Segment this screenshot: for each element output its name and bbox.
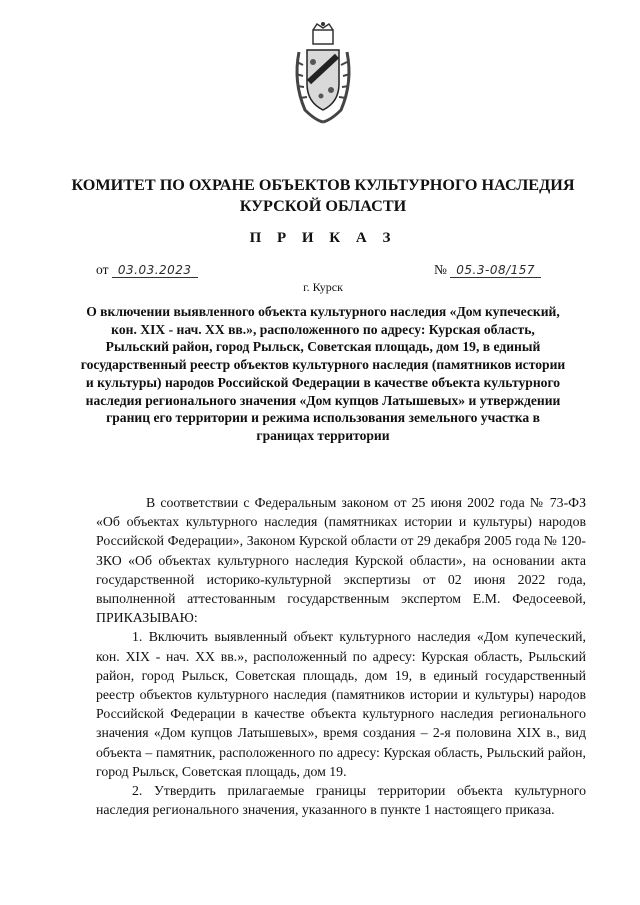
date-value: 03.03.2023 xyxy=(112,263,198,278)
number-prefix: № xyxy=(434,262,447,277)
committee-name-line2: КУРСКОЙ ОБЛАСТИ xyxy=(239,197,407,215)
coat-of-arms-emblem xyxy=(291,22,355,126)
order-number xyxy=(434,262,541,278)
item-1-paragraph: 1. Включить выявленный объект культурного наследия «Дом купеческий, кон. XIX - нач. XX вв.», расположенный по адресу: Курская область, Рыльский район, город Рыльск, Советская площадь, дом 19, в единый государственный реестр объектов культурного наследия (памятников истории и культуры) народов Российской Федерации в качестве объекта культурного наследия регионального значения «Дом купцов Латышевых», время создания – 2-я половина XIX в., вид объекта – памятник, расположенного по адресу: Курская область, Рыльский район, город Рыльск, Советская площадь, дом 19. xyxy=(96,629,586,779)
order-body xyxy=(96,493,586,819)
number-value: 05.3-08/157 xyxy=(450,263,541,278)
preamble-paragraph: В соответствии с Федеральным законом от 25 июня 2002 года № 73-ФЗ «Об объектах культурного наследия (памятниках истории и культуры) народов Российской Федерации», Законом Курской области от 29 декабря 2005 года № 120-ЗКО «Об объектах культурного наследия Курской области», на основании акта государственной историко-культурной экспертизы от 02 июня 2022 года, выполненной аттестованным государственным экспертом Е.М. Федосеевой, ПРИКАЗЫВАЮ: xyxy=(96,495,586,626)
item-2-paragraph: 2. Утвердить прилагаемые границы территории объекта культурного наследия регионального значения, указанного в пункте 1 настоящего приказа. xyxy=(96,783,586,818)
order-subject: О включении выявленного объекта культурного наследия «Дом купеческий, кон. XIX - нач. XX вв.», расположенного по адресу: Курская область, Рыльский район, город Рыльск, Советская площадь, дом 19, в единый государственный реестр объектов культурного наследия (памятников истории и культуры) народов Российской Федерации в качестве объекта культурного наследия регионального значения «Дом купцов Латышевых» и утверждении границ его территории и режима использования земельного участка в границах территории xyxy=(80,304,566,443)
committee-name xyxy=(40,175,606,217)
city: г. Курск xyxy=(303,280,343,294)
order-title: П Р И К А З xyxy=(249,230,397,246)
kursk-coat-of-arms-icon xyxy=(291,22,355,126)
date-prefix: от xyxy=(96,262,109,277)
order-date xyxy=(96,262,198,278)
committee-name-line1: КОМИТЕТ ПО ОХРАНЕ ОБЪЕКТОВ КУЛЬТУРНОГО НАСЛЕДИЯ xyxy=(71,176,575,194)
